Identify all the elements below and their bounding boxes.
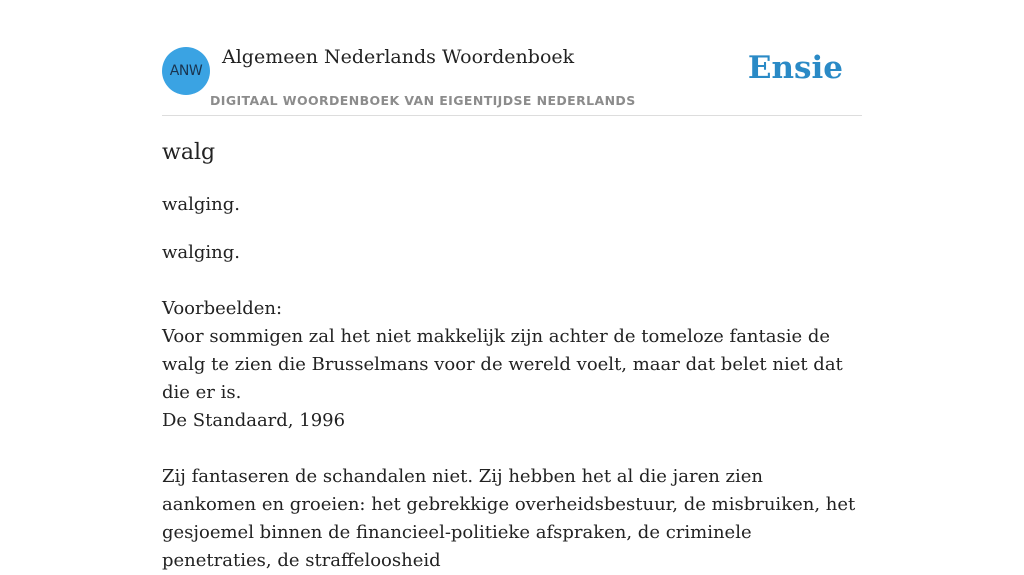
site-header [162,0,862,116]
ensie-logo[interactable]: Ensie [747,50,843,86]
headword: walg [162,140,216,165]
page [162,0,862,571]
site-title[interactable]: Algemeen Nederlands Woordenboek [222,46,575,68]
example-text: Voor sommigen zal het niet makkelijk zijn achter de tomeloze fantasie de walg te zien die Brusselmans voor de wereld voelt, maar dat belet niet dat die er is. [162,326,843,403]
site-subtitle: DIGITAAL WOORDENBOEK VAN EIGENTIJDSE NEDERLANDS [210,93,636,108]
entry-summary: walging. [162,194,241,215]
entry-body [162,239,862,575]
anw-logo[interactable]: ANW [162,47,210,95]
example-source: De Standaard, 1996 [162,410,346,431]
examples-label: Voorbeelden: [162,298,283,319]
example-text: Zij fantaseren de schandalen niet. Zij hebben het al die jaren zien aankomen en groeien: het gebrekkige overheidsbestuur, de misbruiken, het gesjoemel binnen de financieel-politieke afspraken, de criminele penetraties, de straffeloosheid [162,466,856,571]
definition-text: walging. [162,242,241,263]
